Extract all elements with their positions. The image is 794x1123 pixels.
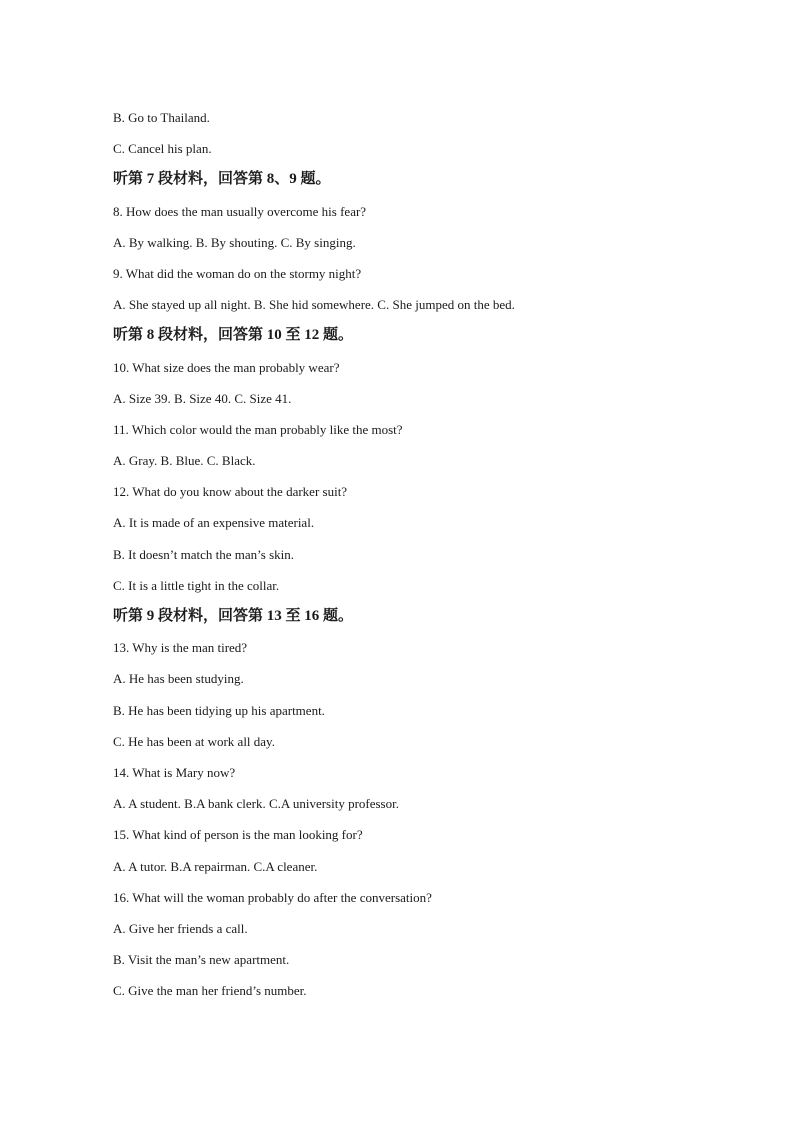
option-text: A. Give her friends a call.	[113, 920, 248, 936]
option-text: B. Visit the man’s new apartment.	[113, 952, 290, 968]
option-text: C. Cancel his plan.	[113, 141, 212, 157]
option-text: A. By walking. B. By shouting. C. By singing.	[113, 234, 356, 250]
section-heading: 听第 7 段材料，回答第 8、9 题。	[113, 171, 331, 188]
section-heading: 听第 9 段材料，回答第 13 至 16 题。	[113, 608, 354, 624]
question-text: 8. How does the man usually overcome his fear?	[113, 203, 367, 219]
question-text: 13. Why is the man tired?	[113, 640, 248, 656]
option-text: B. He has been tidying up his apartment.	[113, 702, 325, 718]
question-text: 14. What is Mary now?	[113, 764, 236, 780]
option-text: A. He has been studying.	[113, 671, 244, 687]
option-text: C. Give the man her friend’s number.	[113, 983, 307, 999]
question-text: 15. What kind of person is the man looking for?	[113, 827, 363, 843]
option-text: C. It is a little tight in the collar.	[113, 577, 280, 593]
question-text: 11. Which color would the man probably like the most?	[113, 421, 403, 437]
question-text: 12. What do you know about the darker suit?	[113, 484, 348, 500]
question-text: 16. What will the woman probably do after the conversation?	[113, 889, 432, 905]
option-text: A. A tutor. B.A repairman. C.A cleaner.	[113, 858, 318, 874]
option-text: A. It is made of an expensive material.	[113, 515, 315, 531]
option-text: A. Size 39. B. Size 40. C. Size 41.	[113, 390, 292, 406]
question-text: 9. What did the woman do on the stormy night?	[113, 265, 362, 281]
option-text: B. Go to Thailand.	[113, 110, 210, 125]
option-text: A. Gray. B. Blue. C. Black.	[113, 453, 256, 469]
document-page	[113, 102, 713, 1006]
option-text: C. He has been at work all day.	[113, 733, 275, 749]
option-text: A. A student. B.A bank clerk. C.A university professor.	[113, 796, 399, 812]
option-text: A. She stayed up all night. B. She hid somewhere. C. She jumped on the bed.	[113, 297, 515, 313]
section-heading: 听第 8 段材料，回答第 10 至 12 题。	[113, 327, 354, 344]
option-text: B. It doesn’t match the man’s skin.	[113, 546, 295, 562]
question-text: 10. What size does the man probably wear?	[113, 359, 340, 375]
